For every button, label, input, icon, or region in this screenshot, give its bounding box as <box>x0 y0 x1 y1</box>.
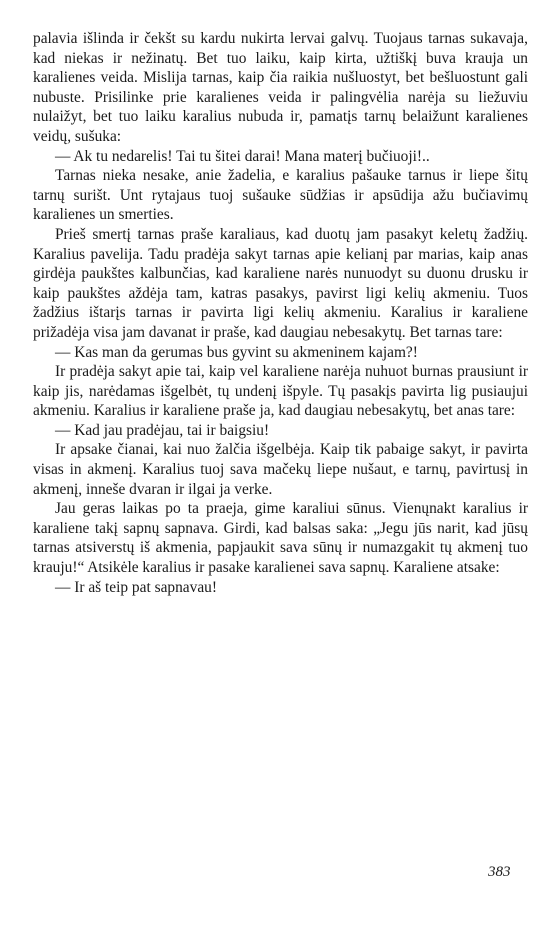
dialogue-2: — Kas man da gerumas bus gyvint su akmeninem kajam?! <box>55 343 418 361</box>
dialogue-3: — Kad jau pradėjau, tai ir baigsiu! <box>55 421 270 439</box>
paragraph-4: Ir pradėja sakyt apie tai, kaip vel karaliene narėja nuhuot burnas prausiunt ir kaip jis, narėdamas išgelbėt, tų undenį išpyle. Tų pasakįs pavirta lig pusiaujui akmeniu. Karalius ir karaliene praše ja, kad daugiau nebesakytų, bet anas tare: <box>33 363 528 420</box>
page-number: 383 <box>488 864 511 880</box>
paragraph-6: Jau geras laikas po ta praeja, gime karaliui sūnus. Vienųnakt karalius ir karaliene takį sapnų sapnava. Girdi, kad balsas saka: „Jegu jūs narit, kad jūsų tarnas atsiverstų iš akmenia, papjaukit sava sūnų ir numazgakit tų akmenį tuo krauju!“ Atsikėle karalius ir pasake karalienei sava sapnų. Karaliene atsake: <box>33 500 528 577</box>
body-text <box>33 29 528 597</box>
paragraph-5: Ir apsake čianai, kai nuo žalčia išgelbėja. Kaip tik pabaige sakyt, ir pavirta visas in akmenį. Karalius tuoj sava mačekų liepe nušaut, e tarnų, pavirtusį in akmenį, inneše dvaran ir ilgai ja verke. <box>33 441 528 498</box>
paragraph-1: palavia išlinda ir čekšt su kardu nukirta lervai galvų. Tuojaus tarnas sukavaja, kad niekas ir nežinatų. Bet tuo laiku, kaip kirta, užtiškį buva krauja un karalienes veida. Mislija tarnas, kaip čia raikia nušluostyt, bet bešluostunt gali nubuste. Prisilinke prie karalienes veida ir palingvėlia narėja su liežuviu nulaižyt, bet tuo laiku karalius nubuda ir, pamatįs tarnų belaižunt karalienes veidų, sušuka: <box>33 30 528 145</box>
dialogue-1: — Ak tu nedarelis! Tai tu šitei darai! Mana materį bučiuoji!.. <box>55 147 430 165</box>
dialogue-4: — Ir aš teip pat sapnavau! <box>55 578 217 596</box>
paragraph-3: Prieš smertį tarnas praše karaliaus, kad duotų jam pasakyt keletų žadžių. Karalius pavelija. Tadu pradėja sakyt tarnas apie kelianį par marias, kaip anas girdėja paukštes kalbunčias, kad karaliene narės nunuodyt su duonu drusku ir kaip paukštes aždėja tam, katras pasakys, pavirst ligi kelių akmeniu. Tuos žadžius ištarįs tarnas ir pavirta ligi kelių akmeniu. Karalius ir karaliene prižadėja visa jam davanat ir praše, kad daugiau nebesakytų. Bet tarnas tare: <box>33 225 528 341</box>
paragraph-2: Tarnas nieka nesake, anie žadelia, e karalius pašauke tarnus ir liepe šitų tarnų surišt. Unt rytajaus tuoj sušauke sūdžias ir apsūdija ažu bučiavimų karalienes un smerties. <box>33 167 528 224</box>
